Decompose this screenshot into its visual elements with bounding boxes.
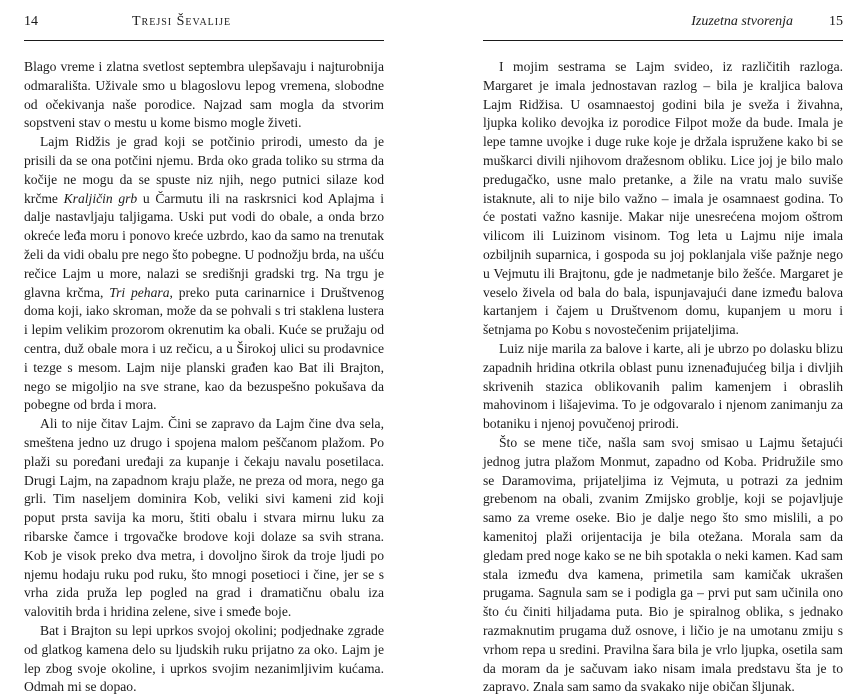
left-p2-text-c: , preko puta carinarnice i Društvenog doma koji, iako skroman, može da se pohvali s tri staklena lustera i lepim velikim prozorom okrenutim ka obali. Kuće se pružaju od centra, duž obale mora i uz rečicu, a u Širokoj ulici su prodavnice i tezge s mesom. Lajm nije planski građen kao Bat ili Brajton, nego se migoljio na sve strane, kao da bezuspešno pokušava da pobegne od brda i mora. (24, 284, 384, 413)
left-running-title: Trejsi Ševalije (132, 14, 232, 29)
left-p2-text-a: Lajm Ridžis je grad koji se potčinio prirodi, umesto da je prisili da se ona potčini njemu. Brda oko grada toliko su strma da kočije ne mogu da se spuste niz njih, nego putnici silaze kod krčme (24, 134, 384, 206)
left-p2-inn-name-1: Kraljičin grb (63, 190, 138, 206)
right-body-text (483, 58, 843, 697)
right-paragraph-3 (483, 434, 843, 697)
right-paragraph-2 (483, 340, 843, 434)
right-page-number: 15 (829, 14, 843, 29)
right-running-head (483, 14, 843, 34)
right-running-title: Izuzetna stvorenja (691, 14, 793, 29)
left-paragraph-3 (24, 415, 384, 622)
right-page (483, 0, 843, 700)
right-p2-text: Luiz nije marila za balove i karte, ali je ubrzo po dolasku blizu zapadnih hridina otkrila oblast punu iznenađujućeg bilja i divljih skrivenih stazica oblikovanih palim kamenjem i obraslih mahovinom i lišajevima. To je odgovaralo i njenom zanimanju za botaniku i njenoj povučenoj prirodi. (483, 340, 843, 432)
left-p3-text: Ali to nije čitav Lajm. Čini se zapravo da Lajm čine dva sela, smeštena jedno uz drugo i spojena malom peščanom plažom. Po plaži su poređani uređaji za kupanje i čekaju navalu posetilaca. Drugi Lajm, na zapadnom kraju plaže, ne preza od mora, nego ga grli. Tim naseljem dominira Kob, veliki sivi kameni zid koji poput prsta savija ka moru, štiti obalu i stvara mirnu luku za ribarske čamce i trgovačke brodove koji dolaze sa svih strana. Kob je visok preko dva metra, i dovoljno širok da troje ljudi po njemu hodaju ruku pod ruku, što mnogi posetioci i čine, jer se s vrha zida pruža lep pogled na grad i dramatičnu obalu iza valovitih brda i hridina zelene, sive i smeđe boje. (24, 416, 384, 620)
right-p3-text: Što se mene tiče, našla sam svoj smisao u Lajmu šetajući jednog jutra plažom Monmut, zapadno od Koba. Pridružile smo se Daramovima, prijateljima iz Vejmuta, u potrazi za jednim grebenom na obali, zvanim Zmijsko groblje, koji se pojavljuje samo za vreme oseke. Bio je dalje nego što smo mislili, a po kamenitoj plaži orijentacija je bila otežana. Morala sam da gledam pred noge kako se ne bih spotakla o neki kamen. Kad sam stala između dva kamena, primetila sam kamičak ukrašen prugama. Sagnula sam se i podigla ga – prvi put sam učinila ono što ću činiti hiljadama puta. Bio je spiralnog oblika, s jednako razmaknutim prugama duž osnove, i ličio je na umotanu zmiju s vrhom repa u sredini. Pravilna šara bila je vrlo ljupka, osetila sam da moram da je sačuvam iako nisam imala predstavu šta je to zapravo. Znala sam samo da svakako nije običan šljunak. (483, 434, 843, 695)
left-body-text (24, 58, 384, 697)
right-paragraph-1 (483, 58, 843, 340)
left-p4-text: Bat i Brajton su lepi uprkos svojoj okolini; podjednake zgrade od glatkog kamena delo su ljudskih ruku prijatno za oko. Lajm je lep zbog svoje okoline, i uprkos svojim nezanimljivim kućama. Odmah mi se dopao. (24, 622, 384, 695)
left-header-rule (24, 40, 384, 41)
left-page-number: 14 (24, 14, 38, 29)
left-p2-inn-name-2: Tri pehara (109, 284, 170, 300)
left-page (24, 0, 384, 700)
left-p1-text: Blago vreme i zlatna svetlost septembra ulepšavaju i najturobnija odmarališta. Uživale smo u blagoslovu lepog vremena, slobodne od očekivanja naše porodice. Najzad sam mogla da stvorim sopstveni stav o mestu u kome bismo mogle živeti. (24, 59, 384, 131)
left-paragraph-2 (24, 133, 384, 415)
right-p1-text: I mojim sestrama se Lajm svideo, iz različitih razloga. Margaret je imala jednostavan razlog – bila je kraljica balova Lajm Ridžisa. U osamnaestoj godini bila je sveža i živahna, ljupka koliko devojka iz porodice Filpot može da bude. Imala je lepe tamne uvojke i duge ruke koje je držala ispružene kako bi se muškarci divili njihovom dražesnom obliku. Lice joj je bilo malo predugačko, usne malo pretanke, a žile na vratu malo suviše istaknute, ali to nije bilo važno – imala je osamnaest godina. To će postati važno kasnije. Makar nije unesrećena mojom oštrom vilicom ili Luizinom visinom. Tog leta u Lajmu nije imala ozbiljnih suparnica, i gospoda su joj poklanjala više pažnje nego u Vejmutu ili Brajtonu, gde je nadmetanje bilo žešće. Margaret je veselo živela od bala do bala, ispunjavajući dane između balova kartanjem i čajem u Društvenom domu, kupanjem u moru i šetnjama po Kobu s novostečenim prijateljima. (483, 59, 843, 338)
left-paragraph-1 (24, 58, 384, 133)
left-p2-text-b: u Čarmutu ili na raskrsnici kod Aplajma i dalje nastavljaju taljigama. Uski put vodi do obale, a onda brzo okreće leđa moru i ponovo kreće uzbrdo, kao da samo na trenutak želi da vidi obalu pre nego što pobegne. U podnožju brda, na ušću rečice Lajm u more, nalazi se središnji gradski trg. Na trgu je glavna krčma, (24, 190, 384, 300)
right-header-rule (483, 40, 843, 41)
left-paragraph-4 (24, 622, 384, 697)
left-running-head (24, 14, 384, 34)
